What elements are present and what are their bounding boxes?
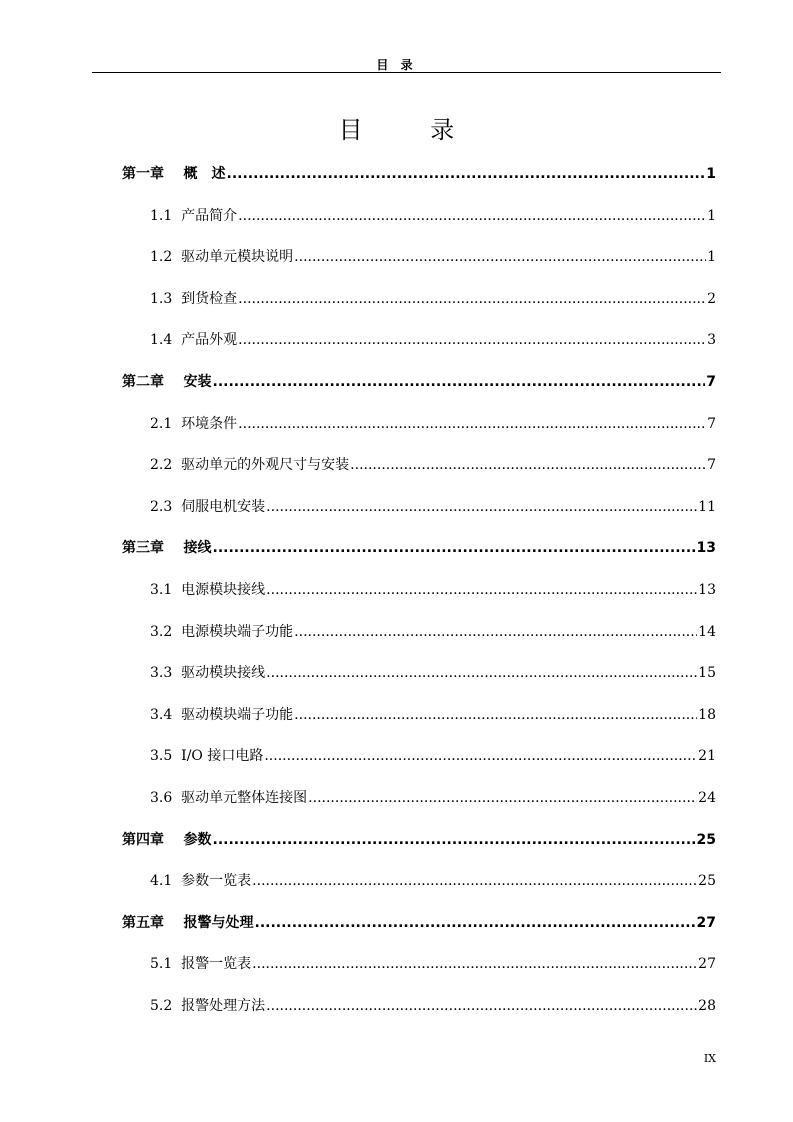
toc-dot-leader xyxy=(238,329,706,351)
toc-entry-label xyxy=(122,163,226,185)
toc-entry-page: 18 xyxy=(698,706,716,723)
toc-dot-leader xyxy=(264,745,697,767)
toc-chapter-entry[interactable] xyxy=(122,163,716,185)
toc-section-entry[interactable] xyxy=(150,288,716,310)
toc-section-entry[interactable] xyxy=(150,454,716,476)
toc-entry-number: 3.6 xyxy=(150,790,173,806)
toc-entry-page: 24 xyxy=(698,790,716,806)
toc-section-entry[interactable] xyxy=(150,621,716,643)
toc-chapter-entry[interactable] xyxy=(122,829,716,851)
toc-section-entry[interactable] xyxy=(150,496,716,518)
toc-entry-number: 5.1 xyxy=(150,956,173,973)
toc-entry-label xyxy=(150,995,265,1017)
toc-entry-label xyxy=(150,621,293,643)
toc-entry-title: 概 述 xyxy=(183,166,226,182)
toc-entry-page: 11 xyxy=(698,498,716,515)
toc-entry-title: 报警一览表 xyxy=(181,956,252,973)
page-number: IX xyxy=(703,1052,716,1065)
toc-section-entry[interactable] xyxy=(150,995,716,1017)
toc-dot-leader xyxy=(266,579,697,601)
toc-dot-leader xyxy=(238,413,706,435)
toc-entry-page: 7 xyxy=(707,457,716,474)
toc-dot-leader xyxy=(227,163,706,185)
toc-entry-title: 产品简介 xyxy=(181,207,238,224)
toc-entry-page: 25 xyxy=(698,873,716,890)
toc-entry-number: 1.4 xyxy=(150,332,173,349)
toc-entry-number: 3.1 xyxy=(150,582,173,598)
toc-section-entry[interactable] xyxy=(150,745,716,767)
toc-entry-number: 3.3 xyxy=(150,665,173,682)
toc-entry-number: 4.1 xyxy=(150,873,173,890)
toc-dot-leader xyxy=(294,246,706,268)
toc-entry-title: 驱动单元的外观尺寸与安装 xyxy=(181,457,350,474)
toc-entry-title: 产品外观 xyxy=(181,332,238,349)
toc-dot-leader xyxy=(213,371,706,393)
toc-entry-label xyxy=(150,496,265,518)
toc-entry-title: 电源模块端子功能 xyxy=(181,623,294,640)
toc-entry-page: 15 xyxy=(698,665,716,682)
toc-entry-number: 第五章 xyxy=(122,914,164,931)
toc-entry-number: 1.1 xyxy=(150,207,173,224)
toc-section-entry[interactable] xyxy=(150,205,716,227)
toc-title: 目 录 xyxy=(338,116,485,144)
toc-entry-label xyxy=(150,704,293,726)
toc-entry-number: 3.2 xyxy=(150,623,173,640)
toc-section-entry[interactable] xyxy=(150,662,716,684)
toc-entry-label xyxy=(150,288,237,310)
toc-entry-title: 到货检查 xyxy=(181,290,238,307)
toc-entry-label xyxy=(150,454,349,476)
toc-entry-number: 5.2 xyxy=(150,998,173,1014)
toc-entry-number: 第二章 xyxy=(122,374,164,390)
toc-entry-page: 27 xyxy=(696,914,716,931)
toc-entry-label xyxy=(150,870,251,892)
toc-entry-label xyxy=(150,745,263,767)
toc-section-entry[interactable] xyxy=(150,579,716,601)
toc-chapter-entry[interactable] xyxy=(122,912,716,934)
toc-entry-page: 27 xyxy=(698,956,716,973)
toc-dot-leader xyxy=(350,454,706,476)
header-rule xyxy=(92,72,721,73)
toc-entry-title: 驱动单元模块说明 xyxy=(181,249,294,266)
toc-entry-number: 1.2 xyxy=(150,249,173,266)
toc-dot-leader xyxy=(294,704,697,726)
toc-entry-page: 7 xyxy=(707,415,716,432)
toc-entry-page: 1 xyxy=(706,166,716,182)
toc-entry-number: 2.1 xyxy=(150,415,173,432)
toc-dot-leader xyxy=(308,787,697,809)
toc-entry-page: 1 xyxy=(707,249,716,266)
toc-chapter-entry[interactable] xyxy=(122,371,716,393)
toc-entry-title: 驱动模块端子功能 xyxy=(181,706,294,723)
toc-entry-title: I/O 接口电路 xyxy=(181,748,264,765)
toc-entry-title: 环境条件 xyxy=(181,415,238,432)
toc-entry-page: 25 xyxy=(696,831,716,848)
toc-chapter-entry[interactable] xyxy=(122,537,716,559)
toc-entry-title: 驱动模块接线 xyxy=(181,665,266,682)
toc-entry-number: 2.3 xyxy=(150,498,173,515)
toc-section-entry[interactable] xyxy=(150,413,716,435)
toc-entry-number: 3.5 xyxy=(150,748,173,765)
toc-entry-number: 第一章 xyxy=(122,166,164,182)
toc-entry-number: 第四章 xyxy=(122,831,164,848)
toc-dot-leader xyxy=(255,912,696,934)
toc-dot-leader xyxy=(238,288,706,310)
toc-entry-label xyxy=(122,829,212,851)
toc-entry-title: 电源模块接线 xyxy=(181,582,266,598)
toc-entry-label xyxy=(122,537,212,559)
toc-entry-number: 第三章 xyxy=(122,540,164,557)
toc-entry-title: 伺服电机安装 xyxy=(181,498,266,515)
toc-entry-page: 14 xyxy=(698,623,716,640)
toc-entry-label xyxy=(150,246,293,268)
toc-dot-leader xyxy=(238,205,706,227)
toc-dot-leader xyxy=(294,621,697,643)
toc-entry-title: 参数一览表 xyxy=(181,873,252,890)
toc-entry-label xyxy=(150,953,251,975)
toc-entry-page: 3 xyxy=(707,332,716,349)
toc-entry-label xyxy=(150,413,237,435)
toc-dot-leader xyxy=(266,496,697,518)
toc-section-entry[interactable] xyxy=(150,953,716,975)
toc-entry-label xyxy=(122,371,212,393)
toc-entry-page: 13 xyxy=(698,582,716,598)
toc-entry-page: 13 xyxy=(696,540,716,557)
toc-section-entry[interactable] xyxy=(150,787,716,809)
toc-entry-label xyxy=(150,662,265,684)
toc-section-entry[interactable] xyxy=(150,246,716,268)
toc-section-entry[interactable] xyxy=(150,329,716,351)
toc-dot-leader xyxy=(213,829,696,851)
toc-entry-title: 驱动单元整体连接图 xyxy=(181,790,308,806)
toc-entry-page: 21 xyxy=(698,748,716,765)
toc-entry-title: 报警与处理 xyxy=(183,914,254,931)
toc-entry-page: 2 xyxy=(707,290,716,307)
toc-dot-leader xyxy=(266,662,697,684)
toc-entry-page: 7 xyxy=(706,374,716,390)
toc-entry-number: 1.3 xyxy=(150,290,173,307)
toc-entry-title: 报警处理方法 xyxy=(181,998,266,1014)
toc-entry-title: 接线 xyxy=(183,540,212,557)
toc-entry-label xyxy=(150,205,237,227)
toc-entry-title: 安装 xyxy=(183,374,212,390)
toc-entry-label xyxy=(150,787,307,809)
toc-dot-leader xyxy=(252,870,697,892)
toc-section-entry[interactable] xyxy=(150,870,716,892)
toc-entry-label xyxy=(122,912,254,934)
toc-entry-label xyxy=(150,579,265,601)
toc-dot-leader xyxy=(266,995,697,1017)
toc-entry-number: 3.4 xyxy=(150,706,173,723)
toc-section-entry[interactable] xyxy=(150,704,716,726)
toc-entry-page: 1 xyxy=(707,207,716,224)
toc-entry-title: 参数 xyxy=(183,831,212,848)
running-header: 目 录 xyxy=(376,58,417,72)
toc-dot-leader xyxy=(213,537,696,559)
toc-entry-page: 28 xyxy=(698,998,716,1014)
toc-entry-number: 2.2 xyxy=(150,457,173,474)
toc-entry-label xyxy=(150,329,237,351)
toc-dot-leader xyxy=(252,953,697,975)
